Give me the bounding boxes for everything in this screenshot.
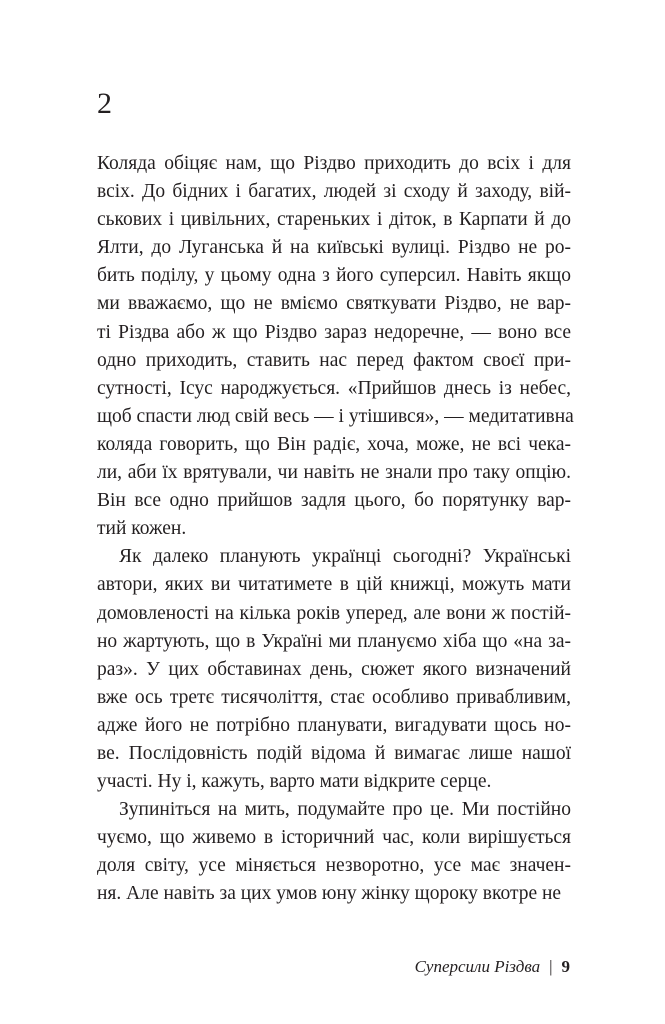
text-line: всіх. До бідних і багатих, людей зі сходу й заходу, вій- (97, 181, 571, 203)
text-line: Він все одно прийшов задля цього, бо порятунку вар- (97, 490, 571, 512)
text-line: участі. Ну і, кажуть, варто мати відкрите серце. (97, 771, 492, 793)
text-line: ве. Послідовність подій відома й вимагає лише нашої (97, 742, 571, 764)
running-footer (415, 955, 570, 979)
text-line: бить поділу, у цьому одна з його суперсил. Навіть якщо (97, 265, 571, 287)
text-line: автори, яких ви читатимете в цій книжці, можуть мати (97, 574, 571, 596)
text-line: вже ось третє тисячоліття, стає особливо привабливим, (97, 686, 571, 708)
text-line: тий кожен. (97, 518, 187, 540)
paragraph (97, 543, 571, 796)
footer-separator: | (549, 957, 553, 976)
text-line: Ялти, до Луганська й на київські вулиці. Різдво не ро- (97, 237, 571, 259)
text-line: но жартують, що в Україні ми плануємо хіба що «на за- (97, 630, 571, 652)
text-line: Зупиніться на мить, подумайте про це. Ми постійно (119, 799, 571, 821)
text-line: ті Різдва або ж що Різдво зараз недоречне, — воно все (97, 321, 571, 343)
text-line: доля світу, усе міняється незворотно, усе має значен- (97, 855, 571, 877)
text-line: ськових і цивільних, стареньких і діток, в Карпати й до (97, 209, 571, 231)
paragraph (97, 150, 574, 543)
text-line: адже його не потрібно планувати, вигадувати щось но- (97, 714, 571, 736)
text-line: сутності, Ісус народжується. «Прийшов днесь із небес, (97, 377, 571, 399)
page-number: 9 (561, 957, 570, 976)
text-line: щоб спасти люд свій весь — і утішився», — медитативна (97, 405, 574, 427)
text-line: Коляда обіцяє нам, що Різдво приходить до всіх і для (97, 153, 571, 174)
chapter-number: 2 (97, 87, 112, 120)
body-text (97, 150, 574, 909)
text-line: ли, аби їх врятували, чи навіть не знали про таку опцію. (97, 462, 571, 484)
paragraph (97, 796, 571, 908)
text-line: одно приходить, ставить нас перед фактом своєї при- (97, 349, 571, 371)
text-line: ня. Але навіть за цих умов юну жінку щороку вкотре не (97, 883, 562, 905)
footer-title: Суперсили Різдва (414, 957, 541, 976)
text-line: чуємо, що живемо в історичний час, коли вирішується (97, 827, 571, 849)
text-line: Як далеко планують українці сьогодні? Українські (119, 546, 571, 568)
text-line: ми вважаємо, що не вміємо святкувати Різдво, не вар- (97, 293, 571, 315)
text-line: коляда говорить, що Він радіє, хоча, може, не всі чека- (97, 433, 571, 455)
text-line: раз». У цих обставинах день, сюжет якого визначений (97, 658, 571, 680)
text-line: домовленості на кілька років уперед, але вони ж постій- (97, 602, 571, 624)
